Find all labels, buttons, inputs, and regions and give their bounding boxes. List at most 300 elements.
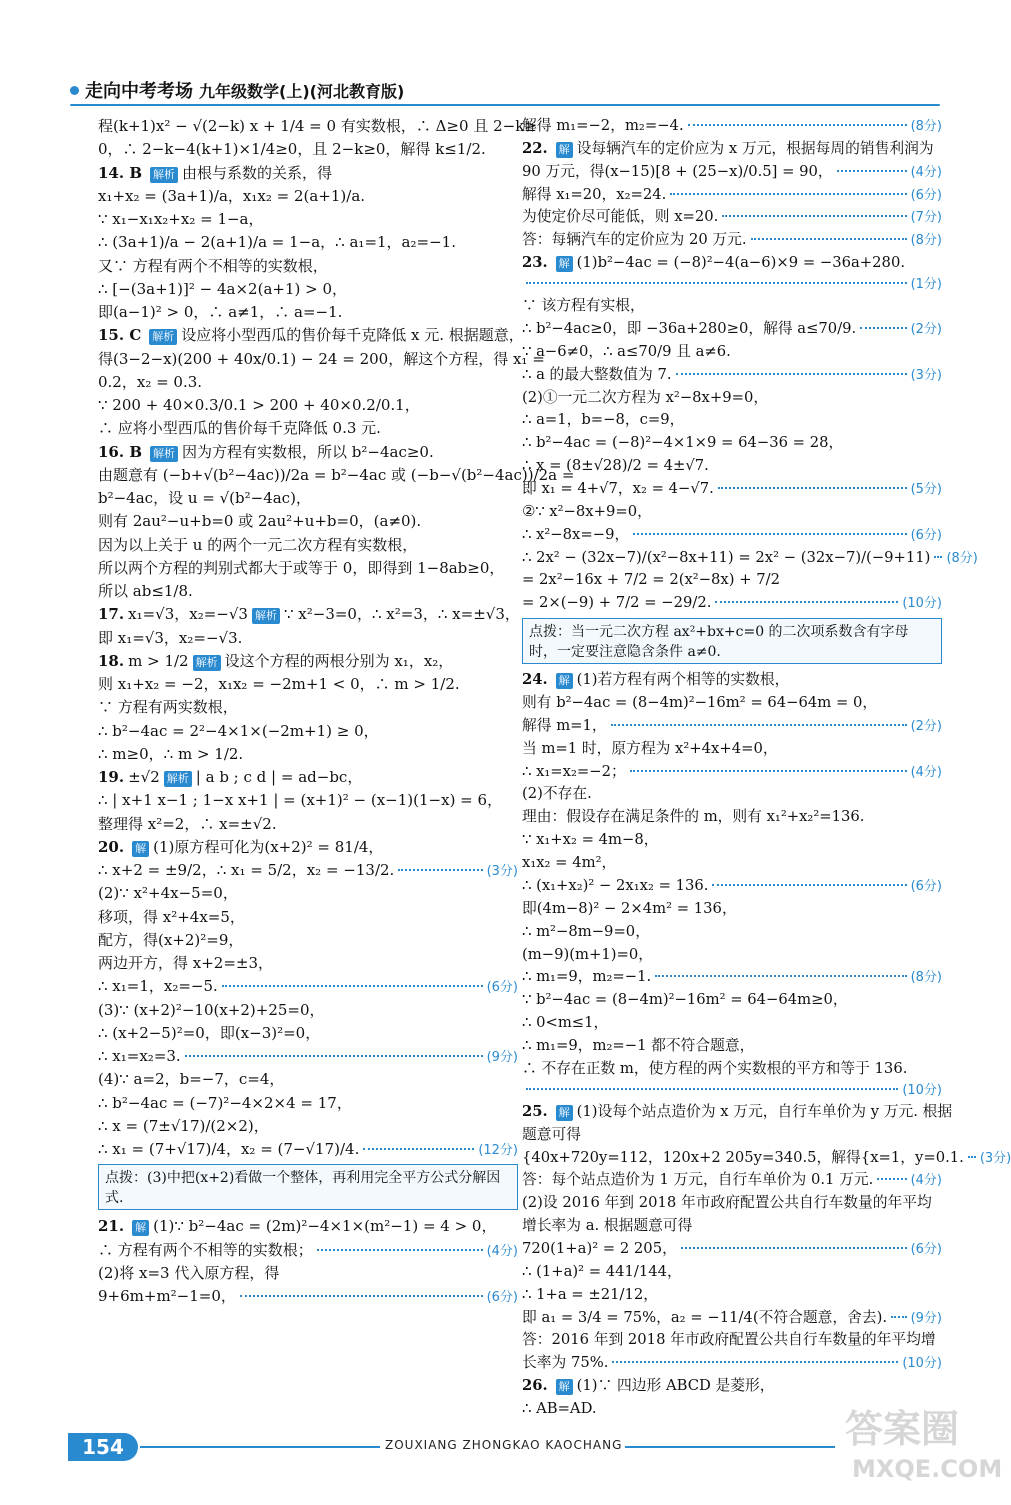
solution-line [98,743,518,766]
score-mark: (2分) [910,322,942,338]
score-leader [655,975,906,977]
solution-line [98,603,518,626]
line-text [98,859,394,882]
line-content: ∴ (1+a)² = 441/144， [522,1262,682,1280]
score-mark: (2分) [910,718,942,734]
line-content: ∴ 2x² − (32x−7)/(x²−8x+11) = 2x² − (32x−7)/(−9+11) [522,548,931,566]
question-number: 24. [522,671,548,689]
line-text [522,252,905,275]
line-content: {40x+720y=112，120x+2 205y=340.5，解得{x=1，y=0.1. [522,1148,964,1166]
line-content: 设每辆汽车的定价应为 x 万元，根据每周的销售利润为 [576,139,934,157]
line-text [522,692,877,715]
solution-line [522,921,942,944]
line-text [522,138,934,161]
line-text [98,394,420,417]
score-leader [837,170,907,172]
solution-line [98,813,518,836]
line-content: (1)b²−4ac = (−8)²−4(a−6)×9 = −36a+280. [576,254,906,272]
solution-line [522,501,942,524]
score-mark: (10分) [902,596,942,612]
line-text [522,989,848,1012]
score-leader [751,238,907,240]
line-content: x₁+x₂ = (3a+1)/a，x₁x₂ = 2(a+1)/a. [98,186,366,205]
solution-line [98,371,518,394]
line-content: 由根与系数的关系，得 [182,163,333,182]
line-text [98,464,574,487]
line-content: 90 万元，得(x−15)[8 + (25−x)/0.5] = 90， [522,162,833,180]
solution-line [522,547,978,570]
analysis-tag: 解析 [164,771,192,787]
line-text [98,534,417,557]
line-content: 当 m=1 时，原方程为 x²+4x+4=0， [522,739,778,757]
tip-box: 点拨：(3)中把(x+2)看做一个整体，再利用完全平方公式分解因式. [98,1164,518,1210]
score-mark: (10分) [902,1082,942,1098]
explanation-text: | a b ; c d | = ad−bc， [195,768,363,786]
line-content: 解得 m₁=−2，m₂=−4. [522,117,684,134]
score-mark: (6分) [910,527,942,543]
score-leader [715,601,898,603]
answer-text: m > 1/2 [128,651,189,670]
line-content: 整理得 x²=2，∴ x=±√2. [98,814,277,833]
line-text [98,138,486,161]
solution-line [98,882,518,905]
line-content: 则有 b²−4ac = (8−4m)²−16m² = 64−64m = 0， [522,694,878,712]
score-mark: (4分) [910,1173,942,1189]
line-text [522,1215,692,1238]
line-content: 移项，得 x²+4x=5， [98,907,245,926]
solution-line [522,829,942,852]
solution-line [98,441,518,464]
line-content: (1)设每个站点造价为 x 万元，自行车单价为 y 万元. 根据 [576,1102,953,1120]
score-mark: (6分) [486,980,518,996]
solution-line [98,720,518,743]
line-content: (2)将 x=3 代入原方程，得 [98,1263,280,1282]
solution-line [522,1124,942,1147]
line-text [522,783,592,806]
line-text [98,371,202,394]
analysis-tag: 解析 [150,167,178,183]
solution-line [98,696,518,719]
analysis-tag: 解 [556,1105,573,1121]
line-content: 因为以上关于 u 的两个一元二次方程有实数根， [98,535,418,554]
score-leader [968,1156,976,1158]
score-leader [891,1316,907,1318]
line-text [522,1124,581,1147]
line-text [98,1215,496,1238]
line-content: 解得 m=1， [522,716,607,734]
score-leader [934,556,942,558]
line-content: ∴ x₁ = (7+√17)/4，x₂ = (7−√17)/4. [98,1140,360,1158]
question-number: 15. C [98,326,142,345]
footer-rule-right [625,1446,835,1448]
page-header [70,78,404,102]
line-text [522,1101,952,1124]
line-text [522,592,711,615]
solution-line [522,1261,942,1284]
score-mark: (3分) [979,1150,1011,1166]
score-leader [317,1249,483,1251]
solution-line [522,692,942,715]
line-content: (3)∵ (x+2)²−10(x+2)+25=0， [98,1000,325,1019]
solution-line [522,1352,942,1375]
line-text [98,1022,320,1045]
line-text [522,806,864,829]
score-leader [722,215,906,217]
score-leader [611,724,907,726]
solution-line [98,510,518,533]
line-content: (2)∵ x²+4x−5=0， [98,884,238,903]
line-content: = 2×(−9) + 7/2 = −29/2. [522,594,712,612]
solution-line [98,929,518,952]
line-content: 解得 x₁=20，x₂=24. [522,185,667,203]
score-leader [185,1055,483,1057]
line-content: 设应将小型西瓜的售价每千克降低 x 元. 根据题意， [181,326,524,345]
solution-line [98,1285,518,1308]
line-text [522,364,672,387]
line-content: ∴ x+2 = ±9/2，∴ x₁ = 5/2，x₂ = −13/2. [98,861,395,879]
line-content: ∵ 该方程有实根， [522,297,645,315]
solution-line [522,806,942,829]
solution-line [522,341,942,364]
solution-line [522,161,942,184]
score-leader [877,1178,906,1180]
line-text [522,206,718,229]
line-content: ∴ 方程有两个不相等的实数根； [98,1240,313,1259]
line-text [522,738,778,761]
score-mark: (6分) [486,1290,518,1305]
solution-line [522,229,942,252]
explanation-text: ∵ x²−3=0，∴ x²=3，∴ x=±√3， [283,605,520,624]
line-text [522,229,747,252]
score-mark: (6分) [910,878,942,894]
question-number: 19. [98,768,125,786]
footer-series: ZOUXIANG ZHONGKAO KAOCHANG [385,1438,623,1452]
header-bullet-icon [70,86,79,95]
solution-line [98,789,518,812]
question-number: 20. [98,837,125,856]
line-content: 即 x₁ = 4+√7，x₂ = 4−√7. [522,480,714,498]
solution-line [98,1068,518,1091]
line-content: 720(1+a)² = 2 205， [522,1239,677,1257]
line-text [522,184,666,207]
line-content: ∴ m²−8m−9=0， [522,922,650,940]
line-content: ∴ b²−4ac = (−8)²−4×1×9 = 64−36 = 28， [522,434,844,452]
line-content: 9+6m+m²−1=0， [98,1287,236,1305]
solution-line [98,627,518,650]
tip-box: 点拨：当一元二次方程 ax²+bx+c=0 的二次项系数含有字母时，一定要注意隐含条件 a≠0. [522,618,942,664]
line-text [522,1169,873,1192]
line-content: 0，∴ 2−k−4(k+1)×1/4≥0，且 2−k≥0，解得 k≤1/2. [98,140,486,159]
solution-line [522,715,942,738]
header-rule [70,104,940,106]
line-text [522,829,659,852]
line-text [98,301,342,324]
line-text [98,1285,236,1308]
solution-line [522,275,942,295]
line-text [522,478,714,501]
line-text [522,761,626,784]
solution-line [522,1375,942,1398]
line-text [522,547,930,570]
solution-line [98,859,518,882]
line-text [522,1058,907,1081]
line-text [98,255,328,278]
line-content: ∴ b²−4ac = 2²−4×1×(−2m+1) ≥ 0， [98,721,379,740]
line-text [98,929,243,952]
line-text [522,341,731,364]
line-content: ②∵ x²−8x+9=0， [522,502,652,520]
line-text [522,295,645,318]
solution-line [522,1284,942,1307]
line-content: 程(k+1)x² − √(2−k) x + 1/4 = 0 有实数根，∴ Δ≥0 且 2−k≥ [98,117,537,135]
solution-line [98,836,518,859]
score-leader [688,124,907,126]
solution-line [98,185,518,208]
solution-line [98,1045,518,1068]
solution-line [522,455,942,478]
question-number: 26. [522,1377,548,1395]
line-content: ∴ x₁=1，x₂=−5. [98,977,218,996]
solution-line [98,1239,518,1262]
line-content: 即(4m−8)² − 2×4m² = 136， [522,899,737,917]
solution-line [98,580,518,603]
line-content: 由题意有 (−b+√(b²−4ac))/2a = b²−4ac 或 (−b−√(b²−4ac))/2a = [98,465,575,484]
line-text [522,501,652,524]
line-text [98,1262,279,1285]
solution-line [98,394,518,417]
solution-line [522,1012,942,1035]
solution-line [522,783,942,806]
line-content: 即(a−1)² > 0，∴ a≠1，∴ a=−1. [98,303,343,321]
score-mark: (5分) [910,482,942,498]
line-text [98,627,242,650]
line-text [98,720,379,743]
line-text [98,952,273,975]
line-text [98,766,362,789]
line-text [522,409,684,432]
line-text [98,1115,269,1138]
question-number: 25. [522,1102,548,1120]
line-text [522,524,629,547]
line-text [522,1329,936,1352]
line-text [98,324,524,347]
line-text [522,1375,775,1398]
line-text [98,162,332,185]
line-content: ∴ m≥0，∴ m > 1/2. [98,744,244,763]
score-mark: (3分) [486,864,518,879]
solution-line [98,975,518,998]
score-leader [526,1088,898,1090]
line-text [522,387,768,410]
line-text [98,975,218,998]
line-content: 又∵ 方程有两个不相等的实数根， [98,256,328,275]
line-content: ∴ | x+1 x−1 ; 1−x x+1 | = (x+1)² − (x−1)(1−x) = 6， [98,791,503,810]
score-leader [712,884,906,886]
line-content: ∴ x = (8±√28)/2 = 4±√7. [522,457,709,475]
question-number: 23. [522,254,548,272]
line-text [98,906,245,929]
line-text [98,1045,181,1068]
solution-line [98,138,518,161]
solution-line [522,1035,942,1058]
line-text [522,115,684,138]
line-text [98,789,502,812]
line-content: ∴ 不存在正数 m，使方程的两个实数根的平方和等于 136. [522,1059,908,1077]
solution-line [98,650,518,673]
solution-line [522,761,942,784]
solution-line [522,738,942,761]
solution-line [98,1138,518,1161]
solution-line [522,966,942,989]
analysis-tag: 解析 [149,329,177,345]
line-content: 所以 ab≤1/8. [98,582,193,600]
line-content: ∴ (x+2−5)²=0，即(x−3)²=0， [98,1023,321,1042]
solution-line [522,432,942,455]
line-content: ∵ a−6≠0，∴ a≤70/9 且 a≠6. [522,342,731,360]
solution-line [522,409,942,432]
solution-line [98,1022,518,1045]
solution-line [522,1058,942,1081]
line-text [98,557,504,580]
question-number: 16. B [98,442,142,461]
solution-line [522,115,942,138]
line-content: 题意可得 [522,1125,581,1143]
score-mark: (6分) [910,1241,942,1257]
solution-line [522,295,942,318]
solution-line [98,464,575,487]
line-content: = 2x²−16x + 7/2 = 2(x²−8x) + 7/2 [522,571,780,589]
line-text [522,669,789,692]
line-content: 长率为 75%. [522,1354,609,1372]
line-text [522,715,607,738]
line-content: 理由：假设存在满足条件的 m，则有 x₁²+x₂²=136. [522,808,865,826]
line-text [522,432,843,455]
score-leader [676,373,907,375]
page-number: 154 [68,1433,138,1461]
line-text [522,161,833,184]
line-text [522,875,708,898]
solution-line [522,1307,942,1330]
line-content: 则 x₁+x₂ = −2，x₁x₂ = −2m+1 < 0，∴ m > 1/2. [98,675,460,693]
analysis-tag: 解 [556,673,573,689]
line-text [98,650,453,673]
line-content: (1)∵ 四边形 ABCD 是菱形， [576,1377,775,1395]
explanation-text: 设这个方程的两根分别为 x₁，x₂， [224,651,454,670]
score-mark: (4分) [910,764,942,780]
solution-line [98,115,537,138]
line-content: ∵ x₁+x₂ = 4m−8， [522,831,659,849]
solution-line [98,278,518,301]
line-content: x₁x₂ = 4m²， [522,854,617,872]
solution-line [522,569,942,592]
line-text [522,1192,932,1215]
solution-line [522,1192,942,1215]
solution-line [98,255,518,278]
score-mark: (12分) [478,1143,518,1158]
line-text [98,441,434,464]
solution-line [98,1262,518,1285]
line-content: (1)∵ b²−4ac = (2m)²−4×1×(m²−1) = 4 > 0， [153,1217,497,1236]
solution-line [522,1081,942,1101]
score-mark: (4分) [910,164,942,180]
line-content: 答：每个站点造价为 1 万元，自行车单价为 0.1 万元. [522,1171,874,1189]
score-leader [222,985,483,987]
score-mark: (4分) [486,1243,518,1259]
solution-line [522,1169,942,1192]
question-number: 17. [98,605,125,624]
line-content: ∴ [−(3a+1)]² − 4a×2(a+1) > 0， [98,279,348,298]
score-leader [630,770,907,772]
line-content: ∴ b²−4ac = (−7)²−4×2×4 = 17， [98,1093,352,1112]
line-content: ∴ 1+a = ±21/12， [522,1285,658,1303]
solution-line [522,184,942,207]
line-text [98,487,311,510]
watermark-logo: 答案圈 [845,1407,960,1451]
line-content: 增长率为 a. 根据题意可得 [522,1217,693,1235]
question-number: 22. [522,139,548,157]
line-text [522,1035,754,1058]
line-content: 答：每辆汽车的定价应为 20 万元. [522,231,747,249]
line-text [98,510,421,533]
series-title: 走向中考考场 [85,81,193,102]
solution-line [98,1092,518,1115]
line-content: 即 a₁ = 3/4 = 75%，a₂ = −11/4(不符合题意，舍去). [522,1308,888,1326]
line-content: ∴ (x₁+x₂)² − 2x₁x₂ = 136. [522,876,709,894]
line-text [98,1068,284,1091]
line-text [522,569,780,592]
score-mark: (8分) [910,119,942,134]
solution-line [522,1238,942,1261]
line-content: ∴ (3a+1)/a − 2(a+1)/a = 1−a，∴ a₁=1，a₂=−1. [98,233,456,252]
line-text [98,580,193,603]
line-text [522,921,650,944]
analysis-tag: 解 [132,1220,149,1236]
analysis-tag: 解析 [150,446,178,462]
solution-line [98,906,518,929]
line-content: 答：2016 年到 2018 年市政府配置公共自行车数量的年平均增 [522,1331,936,1349]
line-text [98,743,243,766]
answer-text: ±√2 [128,768,160,786]
solution-line [522,524,942,547]
solution-line [522,478,942,501]
analysis-tag: 解 [556,1379,573,1395]
line-content: 两边开方，得 x+2=±3， [98,954,274,972]
score-leader [240,1295,483,1297]
line-text [98,1239,313,1262]
score-leader [633,533,906,535]
line-text [98,185,365,208]
line-text [98,115,537,138]
score-leader [363,1148,474,1150]
solution-line [98,417,518,440]
line-content: ∵ 200 + 40×0.3/0.1 > 200 + 40×0.2/0.1， [98,396,420,414]
solution-line [98,766,518,789]
line-content: ∴ x₁=x₂=3. [98,1047,181,1065]
solution-line [522,1215,942,1238]
line-text [98,231,456,254]
solution-line [522,1147,1011,1170]
solution-line [522,669,942,692]
line-content: (4)∵ a=2，b=−7，c=4， [98,1070,285,1089]
line-text [522,1147,964,1170]
line-content: b²−4ac，设 u = √(b²−4ac)， [98,489,311,507]
right-column [522,115,1011,1421]
question-number: 21. [98,1217,125,1236]
line-text [522,1238,677,1261]
line-content: ∴ x₁=x₂=−2； [522,762,626,780]
line-content: ∴ b²−4ac≥0，即 −36a+280≥0，解得 a≤70/9. [522,320,857,338]
solution-line [98,487,518,510]
